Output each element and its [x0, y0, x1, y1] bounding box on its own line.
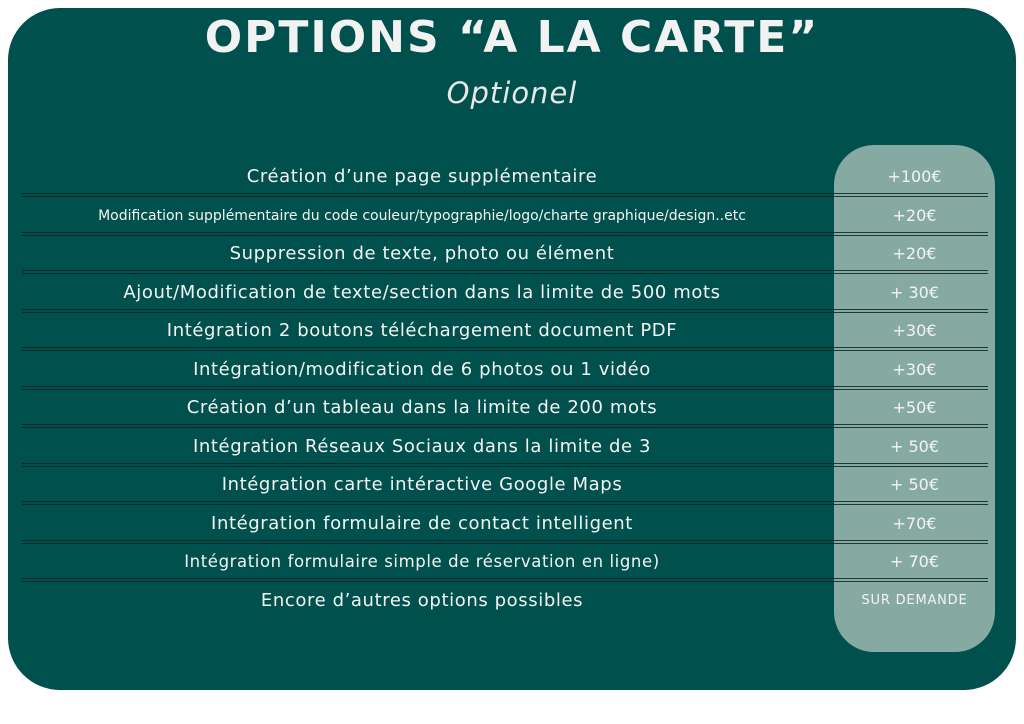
option-row	[22, 466, 988, 504]
option-price: + 50€	[889, 436, 940, 456]
option-price: + 30€	[889, 282, 940, 302]
option-row	[22, 582, 988, 620]
option-price: +30€	[892, 321, 937, 340]
option-price: +100€	[887, 167, 942, 186]
option-row	[22, 235, 988, 273]
option-label: Encore d’autres options possibles	[260, 589, 584, 611]
option-row	[22, 312, 988, 350]
page-title: OPTIONS “A LA CARTE”	[204, 12, 820, 63]
option-label: Intégration formulaire simple de réservation en ligne)	[184, 552, 660, 571]
option-row	[22, 351, 988, 389]
option-label: Ajout/Modification de texte/section dans la limite de 500 mots	[123, 281, 721, 303]
option-row	[22, 158, 988, 196]
option-label: Intégration 2 boutons téléchargement document PDF	[166, 320, 678, 341]
option-price: + 70€	[889, 552, 940, 571]
option-row	[22, 274, 988, 312]
option-price: +70€	[892, 513, 937, 533]
option-row	[22, 428, 988, 466]
option-price: +30€	[892, 359, 937, 379]
option-label: Intégration carte intéractive Google Maps	[221, 474, 623, 495]
option-price: +20€	[892, 205, 937, 225]
option-price: + 50€	[889, 475, 940, 494]
option-price: +50€	[892, 398, 937, 417]
option-row	[22, 197, 988, 235]
option-label: Création d’une page supplémentaire	[246, 166, 598, 187]
page-subtitle: Optionel	[446, 76, 578, 110]
option-label: Intégration/modification de 6 photos ou 1 vidéo	[193, 358, 651, 380]
option-label: Modification supplémentaire du code couleur/typographie/logo/charte graphique/design..etc	[98, 207, 746, 224]
option-row	[22, 543, 988, 581]
option-label: Création d’un tableau dans la limite de 200 mots	[186, 397, 658, 418]
option-label: Intégration Réseaux Sociaux dans la limite de 3	[192, 435, 652, 457]
option-row	[22, 505, 988, 543]
option-price: SUR DEMANDE	[861, 592, 968, 608]
option-label: Intégration formulaire de contact intelligent	[211, 512, 633, 534]
option-price: +20€	[892, 244, 937, 263]
option-label: Suppression de texte, photo ou élément	[229, 243, 615, 264]
option-row	[22, 389, 988, 427]
